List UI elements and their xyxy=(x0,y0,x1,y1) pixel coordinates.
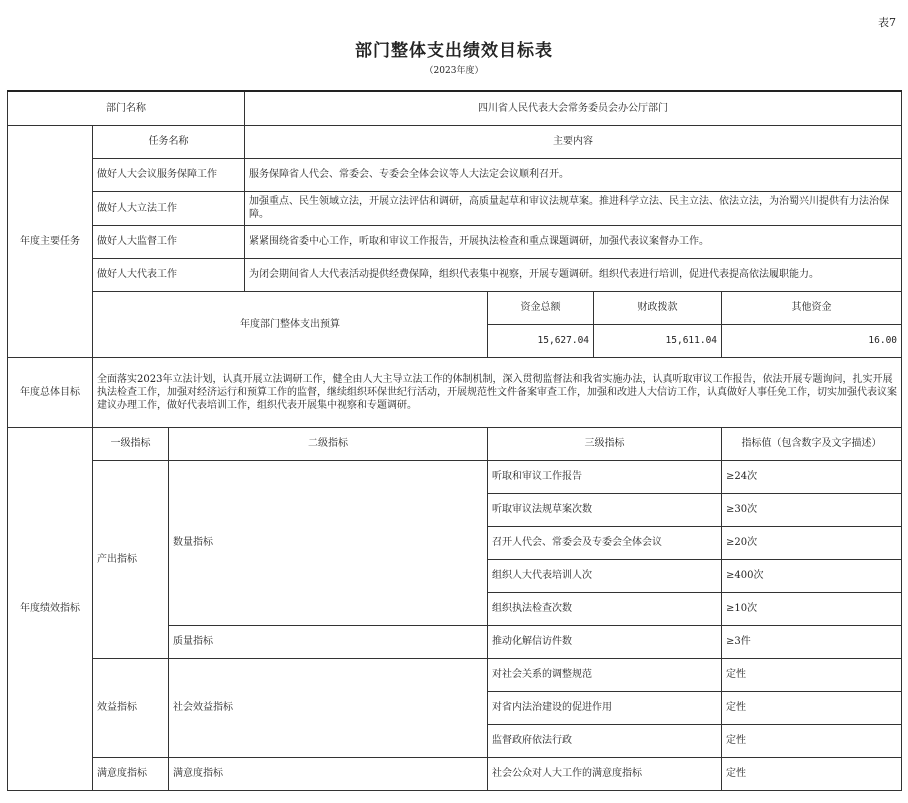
indicator-value: ≥10次 xyxy=(722,592,902,625)
benefit-label: 效益指标 xyxy=(93,658,169,757)
indicator-name: 听取审议法规草案次数 xyxy=(488,493,722,526)
indicator-value: ≥20次 xyxy=(722,526,902,559)
table-row xyxy=(8,658,902,691)
table-row xyxy=(8,757,902,790)
table-row xyxy=(8,258,902,291)
indicator-name: 对社会关系的调整规范 xyxy=(488,658,722,691)
indicator-name: 组织人大代表培训人次 xyxy=(488,559,722,592)
quality-label: 质量指标 xyxy=(169,625,488,658)
indicator-value: ≥24次 xyxy=(722,460,902,493)
indicator-value: ≥30次 xyxy=(722,493,902,526)
satisfaction-l2: 满意度指标 xyxy=(169,757,488,790)
dept-value: 四川省人民代表大会常务委员会办公厅部门 xyxy=(245,91,902,125)
indicator-value: 定性 xyxy=(722,724,902,757)
page-subtitle: （2023年度） xyxy=(424,66,484,76)
tasks-section-label: 年度主要任务 xyxy=(8,125,93,357)
indicator-name: 监督政府依法行政 xyxy=(488,724,722,757)
table-row xyxy=(8,158,902,191)
task-content: 加强重点、民生领域立法，开展立法评估和调研，高质量起草和审议法规草案。推进科学立法、民主立法、依法立法，为治蜀兴川提供有力法治保障。 xyxy=(245,191,902,225)
output-label: 产出指标 xyxy=(93,460,169,658)
perf-col-l1: 一级指标 xyxy=(93,427,169,460)
task-name: 做好人大代表工作 xyxy=(93,258,245,291)
table-number: 表7 xyxy=(878,16,896,29)
perf-col-l2: 二级指标 xyxy=(169,427,488,460)
perf-col-value: 指标值（包含数字及文字描述） xyxy=(722,427,902,460)
budget-fiscal: 15,611.04 xyxy=(594,324,722,357)
task-content: 为闭会期间省人大代表活动提供经费保障，组织代表集中视察，开展专题调研。组织代表进行培训，促进代表提高依法履职能力。 xyxy=(245,258,902,291)
budget-other: 16.00 xyxy=(722,324,902,357)
budget-col-total: 资金总额 xyxy=(488,291,594,324)
budget-col-other: 其他资金 xyxy=(722,291,902,324)
indicator-name: 对省内法治建设的促进作用 xyxy=(488,691,722,724)
indicator-name: 召开人代会、常委会及专委会全体会议 xyxy=(488,526,722,559)
indicator-name: 社会公众对人大工作的满意度指标 xyxy=(488,757,722,790)
budget-total: 15,627.04 xyxy=(488,324,594,357)
budget-col-fiscal: 财政拨款 xyxy=(594,291,722,324)
indicator-name: 听取和审议工作报告 xyxy=(488,460,722,493)
perf-col-l3: 三级指标 xyxy=(488,427,722,460)
task-content: 服务保障省人代会、常委会、专委会全体会议等人大法定会议顺利召开。 xyxy=(245,158,902,191)
table-row xyxy=(8,460,902,493)
indicator-value: 定性 xyxy=(722,757,902,790)
perf-section-label: 年度绩效指标 xyxy=(8,427,93,790)
task-content: 紧紧围绕省委中心工作，听取和审议工作报告，开展执法检查和重点课题调研，加强代表议案督办工作。 xyxy=(245,225,902,258)
indicator-value: 定性 xyxy=(722,691,902,724)
overall-text: 全面落实2023年立法计划，认真开展立法调研工作，健全由人大主导立法工作的体制机制，深入贯彻监督法和我省实施办法，认真听取审议工作报告，依法开展专题询问，扎实开展执法检查工作，加强对经济运行和预算工作的监督，继续组织环保世纪行活动，开展规范性文件备案审查工作，加强和改进人大信访工作，认真做好人事任免工作，切实加强代表议案建议办理工作，做好代表培训工作，组织代表开展集中视察和专题调研。 xyxy=(93,357,902,427)
overall-label: 年度总体目标 xyxy=(8,357,93,427)
page-title: 部门整体支出绩效目标表 xyxy=(355,41,553,61)
table-row xyxy=(8,191,902,225)
indicator-value: ≥3件 xyxy=(722,625,902,658)
task-name: 做好人大立法工作 xyxy=(93,191,245,225)
budget-label: 年度部门整体支出预算 xyxy=(93,291,488,357)
satisfaction-l1: 满意度指标 xyxy=(93,757,169,790)
indicator-value: 定性 xyxy=(722,658,902,691)
performance-target-table xyxy=(7,90,902,791)
quantity-label: 数量指标 xyxy=(169,460,488,625)
tasks-col-name: 任务名称 xyxy=(93,125,245,158)
task-name: 做好人大会议服务保障工作 xyxy=(93,158,245,191)
social-label: 社会效益指标 xyxy=(169,658,488,757)
indicator-name: 组织执法检查次数 xyxy=(488,592,722,625)
indicator-value: ≥400次 xyxy=(722,559,902,592)
tasks-col-content: 主要内容 xyxy=(245,125,902,158)
table-row xyxy=(8,225,902,258)
indicator-name: 推动化解信访件数 xyxy=(488,625,722,658)
dept-label: 部门名称 xyxy=(8,91,245,125)
task-name: 做好人大监督工作 xyxy=(93,225,245,258)
